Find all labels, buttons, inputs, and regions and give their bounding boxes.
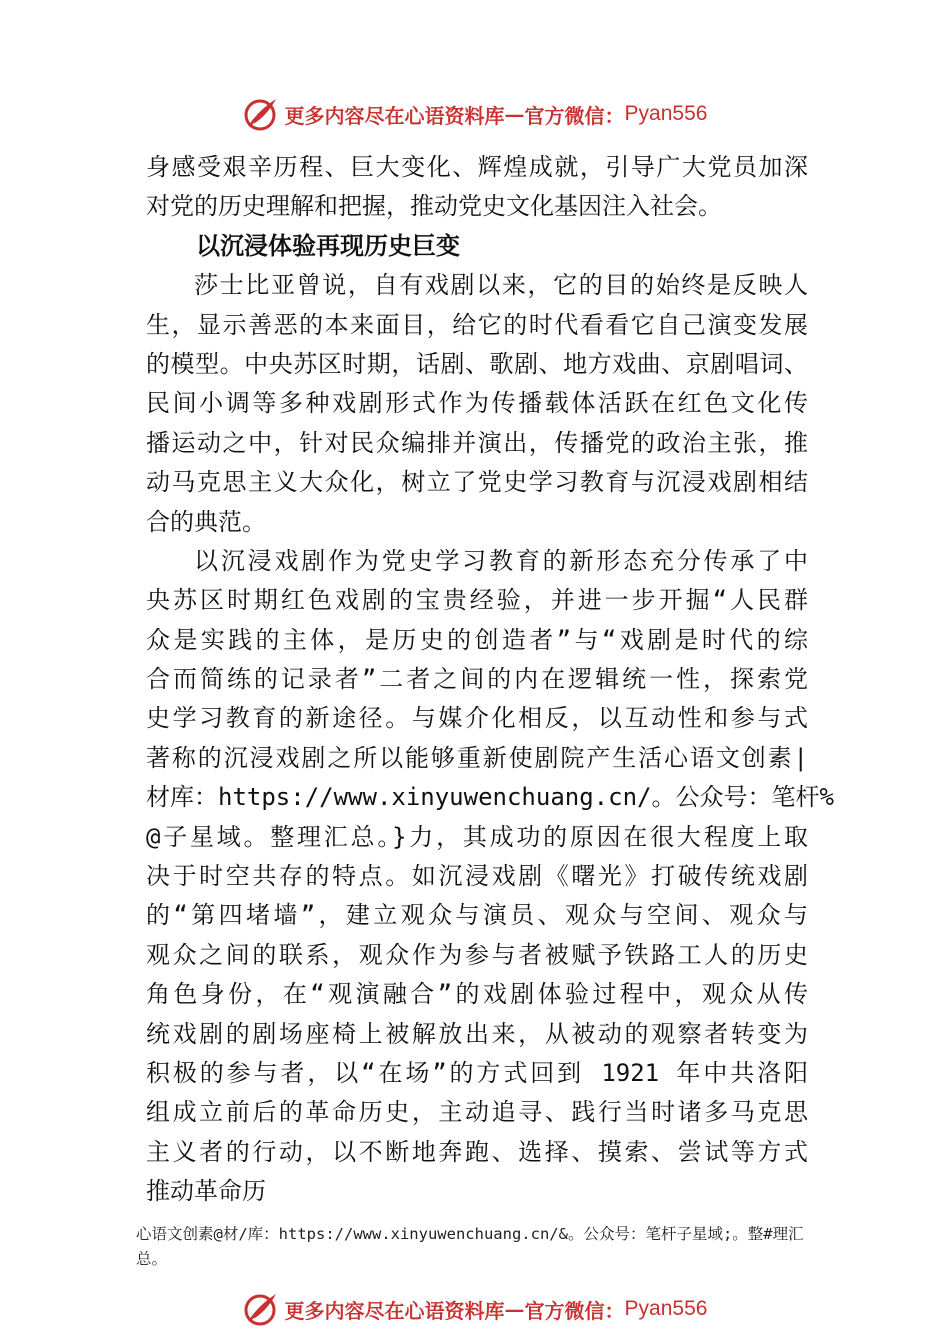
text-line: 合而简练的记录者”二者之间的内在逻辑统一性，探索党 [146, 665, 808, 694]
text-line: 主义者的行动，以不断地奔跑、选择、摸索、尝试等方式 [146, 1137, 808, 1166]
text-line: 身感受艰辛历程、巨大变化、辉煌成就，引导广大党员加深 [146, 153, 808, 181]
text-line: 观众之间的联系，观众作为参与者被赋予铁路工人的历史 [146, 940, 808, 969]
document-body [146, 148, 834, 1212]
banner-dash: — [504, 1297, 525, 1321]
text-line: 以沉浸戏剧作为党史学习教育的新形态充分传承了中 [194, 546, 808, 575]
text-line: 播运动之中，针对民众编排并演出，传播党的政治主张，推 [146, 428, 808, 457]
text-line: 角色身份，在“观演融合”的戏剧体验过程中，观众从传 [146, 980, 808, 1009]
text-line: 生，显示善恶的本来面目，给它的时代看看它自己演变发展 [146, 310, 808, 339]
banner-title: 更多内容尽在心语资料库 [284, 1298, 505, 1323]
text-line: 决于时空共存的特点。如沉浸戏剧《曙光》打破传统戏剧 [146, 862, 808, 891]
text-line: 推动革命历 [146, 1177, 266, 1206]
text-line: 组成立前后的革命历史，主动追寻、践行当时诸多马克思 [146, 1098, 808, 1127]
text-line: 对党的历史理解和把握，推动党史文化基因注入社会。 [146, 192, 722, 221]
text-line: 合的典范。 [146, 507, 266, 536]
text-line: 统戏剧的剧场座椅上被解放出来，从被动的观察者转变为 [146, 1019, 808, 1048]
footnote-line: 心语文创素@材/库：https://www.xinyuwenchuang.cn/&。公众号：笔杆子星域;。整#理汇 [136, 1225, 804, 1243]
footnote [136, 1222, 846, 1272]
text-line: 动马克思主义大众化，树立了党史学习教育与沉浸戏剧相结 [146, 468, 808, 497]
banner-dash: — [504, 102, 525, 126]
quill-logo-icon [243, 1291, 279, 1327]
text-line: @子星域。整理汇总。}力，其成功的原因在很大程度上取 [146, 822, 808, 851]
text-line: 莎士比亚曾说，自有戏剧以来，它的目的始终是反映人 [194, 271, 808, 300]
banner-wechat-label: 官方微信： [524, 1298, 625, 1323]
banner-wechat-id: Pyan556 [624, 102, 708, 125]
text-line: 材库：https://www.xinyuwenchuang.cn/。公众号：笔杆% [146, 783, 834, 812]
text-line: 的“第四堵墙”，建立观众与演员、观众与空间、观众与 [146, 901, 808, 930]
banner-wechat-label: 官方微信： [524, 103, 625, 128]
text-line: 的模型。中央苏区时期，话剧、歌剧、地方戏曲、京剧唱词、 [146, 349, 808, 378]
footnote-line: 总。 [136, 1250, 168, 1268]
text-line: 民间小调等多种戏剧形式作为传播载体活跃在红色文化传 [146, 389, 808, 418]
text-line: 史学习教育的新途径。与媒介化相反，以互动性和参与式 [146, 704, 808, 733]
banner-title: 更多内容尽在心语资料库 [284, 103, 505, 128]
text-line: 众是实践的主体，是历史的创造者”与“戏剧是时代的综 [146, 625, 808, 654]
text-line: 积极的参与者，以“在场”的方式回到 1921 年中共洛阳 [146, 1058, 808, 1087]
text-line: 著称的沉浸戏剧之所以能够重新使剧院产生活心语文创素| [146, 743, 808, 772]
banner-wechat-id: Pyan556 [624, 1297, 708, 1320]
footer-banner [0, 1289, 950, 1329]
text-line: 央苏区时期红色戏剧的宝贵经验，并进一步开掘“人民群 [146, 586, 808, 615]
header-banner [0, 94, 950, 134]
quill-logo-icon [243, 96, 279, 132]
section-heading: 以沉浸体验再现历史巨变 [196, 231, 460, 260]
